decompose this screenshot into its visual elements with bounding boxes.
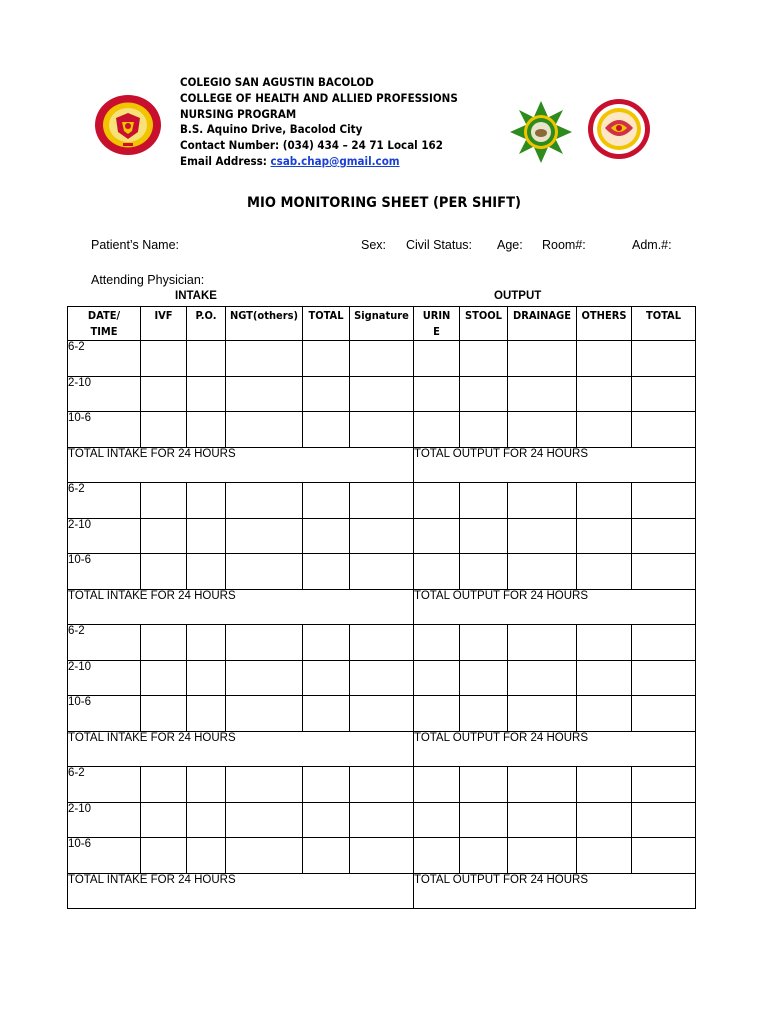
total-intake-cell[interactable]: TOTAL INTAKE FOR 24 HOURS (68, 589, 414, 625)
entry-cell[interactable] (226, 625, 303, 661)
entry-cell[interactable] (577, 838, 632, 874)
entry-cell[interactable] (577, 518, 632, 554)
entry-cell[interactable] (414, 625, 460, 661)
entry-cell[interactable] (226, 696, 303, 732)
entry-cell[interactable] (632, 483, 696, 519)
entry-cell[interactable] (350, 802, 414, 838)
entry-cell[interactable] (460, 554, 508, 590)
entry-cell[interactable] (414, 802, 460, 838)
page-title: MIO MONITORING SHEET (PER SHIFT) (247, 195, 521, 211)
email-line (180, 154, 458, 170)
contact-number: Contact Number: (034) 434 – 24 71 Local 162 (180, 138, 443, 153)
shift-label: 6-2 (68, 483, 141, 519)
entry-cell[interactable] (460, 696, 508, 732)
col-drainage: DRAINAGE (508, 307, 577, 341)
entry-cell[interactable] (187, 660, 226, 696)
entry-cell[interactable] (577, 483, 632, 519)
entry-cell[interactable] (141, 412, 187, 448)
entry-cell[interactable] (350, 696, 414, 732)
daily-total-row (68, 589, 696, 625)
entry-cell[interactable] (141, 696, 187, 732)
entry-cell[interactable] (226, 767, 303, 803)
entry-cell[interactable] (226, 376, 303, 412)
output-section-label: OUTPUT (494, 290, 542, 302)
entry-cell[interactable] (141, 660, 187, 696)
entry-cell[interactable] (226, 341, 303, 377)
entry-cell[interactable] (350, 554, 414, 590)
entry-cell[interactable] (141, 483, 187, 519)
shift-label: 6-2 (68, 341, 141, 377)
entry-cell[interactable] (508, 341, 577, 377)
entry-cell[interactable] (508, 483, 577, 519)
entry-cell[interactable] (303, 554, 350, 590)
entry-cell[interactable] (508, 767, 577, 803)
shift-label: 10-6 (68, 412, 141, 448)
entry-cell[interactable] (141, 341, 187, 377)
entry-cell[interactable] (414, 838, 460, 874)
entry-cell[interactable] (632, 376, 696, 412)
entry-cell[interactable] (187, 412, 226, 448)
college-name: COLLEGE OF HEALTH AND ALLIED PROFESSIONS (180, 90, 458, 105)
entry-cell[interactable] (350, 625, 414, 661)
entry-cell[interactable] (303, 518, 350, 554)
shift-row (68, 483, 696, 519)
col-signature: Signature (350, 307, 414, 341)
entry-cell[interactable] (632, 660, 696, 696)
nursing-star-badge-icon (508, 99, 574, 165)
col-po: P.O. (187, 307, 226, 341)
age-label: Age: (497, 238, 523, 252)
entry-cell[interactable] (303, 802, 350, 838)
entry-cell[interactable] (226, 518, 303, 554)
room-label: Room#: (542, 238, 586, 252)
shift-label: 10-6 (68, 696, 141, 732)
sex-label: Sex: (361, 238, 387, 252)
entry-cell[interactable] (577, 802, 632, 838)
entry-cell[interactable] (460, 412, 508, 448)
entry-cell[interactable] (508, 554, 577, 590)
entry-cell[interactable] (577, 696, 632, 732)
shift-label: 2-10 (68, 518, 141, 554)
civil-status-label: Civil Status: (406, 238, 472, 252)
adm-label: Adm.#: (632, 238, 672, 252)
entry-cell[interactable] (508, 376, 577, 412)
total-output-cell[interactable]: TOTAL OUTPUT FOR 24 HOURS (414, 873, 696, 909)
total-intake-cell[interactable]: TOTAL INTAKE FOR 24 HOURS (68, 731, 414, 767)
email-label: Email Address: (180, 153, 271, 168)
entry-cell[interactable] (350, 376, 414, 412)
total-output-cell[interactable]: TOTAL OUTPUT FOR 24 HOURS (414, 731, 696, 767)
entry-cell[interactable] (577, 554, 632, 590)
entry-cell[interactable] (350, 483, 414, 519)
entry-cell[interactable] (632, 412, 696, 448)
shift-row (68, 767, 696, 803)
entry-cell[interactable] (577, 412, 632, 448)
entry-cell[interactable] (141, 376, 187, 412)
entry-cell[interactable] (303, 660, 350, 696)
entry-cell[interactable] (141, 518, 187, 554)
col-others: OTHERS (577, 307, 632, 341)
mio-table (67, 306, 696, 909)
daily-total-row (68, 731, 696, 767)
entry-cell[interactable] (460, 802, 508, 838)
entry-cell[interactable] (187, 518, 226, 554)
entry-cell[interactable] (577, 625, 632, 661)
entry-cell[interactable] (350, 341, 414, 377)
entry-cell[interactable] (350, 767, 414, 803)
entry-cell[interactable] (414, 660, 460, 696)
col-urine-label-2: E (433, 325, 440, 338)
entry-cell[interactable] (303, 341, 350, 377)
entry-cell[interactable] (508, 696, 577, 732)
intake-section-label: INTAKE (175, 290, 217, 302)
entry-cell[interactable] (508, 838, 577, 874)
entry-cell[interactable] (414, 554, 460, 590)
entry-cell[interactable] (226, 802, 303, 838)
entry-cell[interactable] (414, 518, 460, 554)
entry-cell[interactable] (303, 483, 350, 519)
entry-cell[interactable] (414, 341, 460, 377)
total-intake-cell[interactable]: TOTAL INTAKE FOR 24 HOURS (68, 873, 414, 909)
school-name: COLEGIO SAN AGUSTIN BACOLOD (180, 75, 374, 89)
entry-cell[interactable] (632, 625, 696, 661)
entry-cell[interactable] (508, 518, 577, 554)
daily-total-row (68, 447, 696, 483)
entry-cell[interactable] (141, 838, 187, 874)
entry-cell[interactable] (187, 696, 226, 732)
entry-cell[interactable] (187, 554, 226, 590)
entry-cell[interactable] (460, 767, 508, 803)
entry-cell[interactable] (226, 554, 303, 590)
entry-cell[interactable] (303, 696, 350, 732)
entry-cell[interactable] (303, 838, 350, 874)
entry-cell[interactable] (632, 341, 696, 377)
entry-cell[interactable] (632, 518, 696, 554)
entry-cell[interactable] (141, 802, 187, 838)
total-output-cell[interactable]: TOTAL OUTPUT FOR 24 HOURS (414, 589, 696, 625)
shift-row (68, 341, 696, 377)
entry-cell[interactable] (460, 341, 508, 377)
col-time-label: TIME (90, 325, 118, 338)
entry-cell[interactable] (632, 802, 696, 838)
entry-cell[interactable] (303, 412, 350, 448)
entry-cell[interactable] (303, 376, 350, 412)
entry-cell[interactable] (460, 518, 508, 554)
entry-cell[interactable] (508, 660, 577, 696)
address: B.S. Aquino Drive, Bacolod City (180, 122, 363, 137)
total-output-cell[interactable]: TOTAL OUTPUT FOR 24 HOURS (414, 447, 696, 483)
shift-row (68, 802, 696, 838)
shift-label: 2-10 (68, 376, 141, 412)
entry-cell[interactable] (632, 554, 696, 590)
entry-cell[interactable] (187, 838, 226, 874)
email-link[interactable]: csab.chap@gmail.com (270, 153, 400, 168)
col-date-time (68, 307, 141, 341)
col-urine-label-1: URIN (422, 309, 451, 322)
entry-cell[interactable] (460, 838, 508, 874)
entry-cell[interactable] (460, 625, 508, 661)
entry-cell[interactable] (303, 767, 350, 803)
entry-cell[interactable] (187, 341, 226, 377)
shift-row (68, 376, 696, 412)
entry-cell[interactable] (460, 483, 508, 519)
entry-cell[interactable] (414, 767, 460, 803)
institution-header (180, 75, 458, 170)
shift-row (68, 660, 696, 696)
entry-cell[interactable] (226, 660, 303, 696)
entry-cell[interactable] (141, 625, 187, 661)
col-ngt: NGT(others) (226, 307, 303, 341)
entry-cell[interactable] (508, 625, 577, 661)
entry-cell[interactable] (350, 412, 414, 448)
entry-cell[interactable] (303, 625, 350, 661)
entry-cell[interactable] (577, 376, 632, 412)
entry-cell[interactable] (350, 838, 414, 874)
shift-row (68, 518, 696, 554)
entry-cell[interactable] (577, 660, 632, 696)
col-intake-total: TOTAL (303, 307, 350, 341)
col-output-total: TOTAL (632, 307, 696, 341)
entry-cell[interactable] (350, 518, 414, 554)
shift-label: 10-6 (68, 554, 141, 590)
total-intake-cell[interactable]: TOTAL INTAKE FOR 24 HOURS (68, 447, 414, 483)
entry-cell[interactable] (187, 767, 226, 803)
entry-cell[interactable] (141, 767, 187, 803)
shift-row (68, 838, 696, 874)
shift-row (68, 696, 696, 732)
entry-cell[interactable] (187, 376, 226, 412)
shift-row (68, 412, 696, 448)
entry-cell[interactable] (414, 696, 460, 732)
daily-total-row (68, 873, 696, 909)
entry-cell[interactable] (187, 483, 226, 519)
entry-cell[interactable] (577, 767, 632, 803)
shift-label: 2-10 (68, 802, 141, 838)
column-header-row (68, 307, 696, 341)
entry-cell[interactable] (187, 802, 226, 838)
entry-cell[interactable] (226, 412, 303, 448)
entry-cell[interactable] (460, 660, 508, 696)
entry-cell[interactable] (414, 483, 460, 519)
entry-cell[interactable] (460, 376, 508, 412)
entry-cell[interactable] (187, 625, 226, 661)
entry-cell[interactable] (414, 376, 460, 412)
entry-cell[interactable] (141, 554, 187, 590)
col-stool: STOOL (460, 307, 508, 341)
school-seal-icon (94, 94, 162, 156)
program-name: NURSING PROGRAM (180, 106, 297, 121)
entry-cell[interactable] (632, 767, 696, 803)
shift-label: 10-6 (68, 838, 141, 874)
entry-cell[interactable] (508, 802, 577, 838)
college-health-seal-icon (587, 98, 651, 160)
patient-name-label: Patient’s Name: (91, 238, 180, 252)
col-urine (414, 307, 460, 341)
shift-label: 2-10 (68, 660, 141, 696)
shift-label: 6-2 (68, 625, 141, 661)
entry-cell[interactable] (350, 660, 414, 696)
col-ivf: IVF (141, 307, 187, 341)
shift-row (68, 554, 696, 590)
entry-cell[interactable] (577, 341, 632, 377)
shift-row (68, 625, 696, 661)
attending-physician-label: Attending Physician: (91, 273, 205, 287)
entry-cell[interactable] (226, 483, 303, 519)
entry-cell[interactable] (632, 838, 696, 874)
entry-cell[interactable] (632, 696, 696, 732)
entry-cell[interactable] (226, 838, 303, 874)
entry-cell[interactable] (508, 412, 577, 448)
col-date-label: DATE/ (87, 309, 121, 322)
shift-label: 6-2 (68, 767, 141, 803)
entry-cell[interactable] (414, 412, 460, 448)
